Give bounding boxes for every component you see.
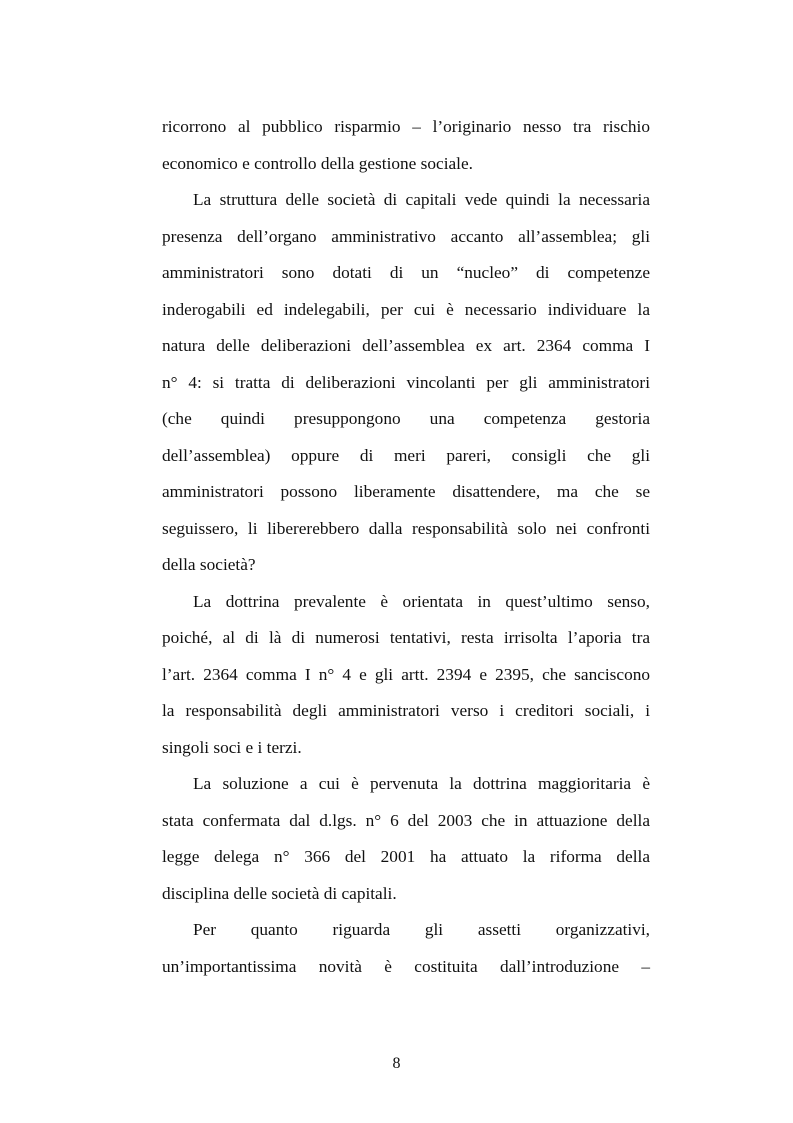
text-line: La struttura delle società di capitali vede quindi la necessaria — [193, 190, 650, 209]
text-line: amministratori possono liberamente disattendere, ma che se — [162, 482, 650, 501]
text-line: presenza dell’organo amministrativo accanto all’assemblea; gli — [162, 226, 650, 246]
text-line: natura delle deliberazioni dell’assemblea ex art. 2364 comma I — [162, 336, 650, 355]
page-number: 8 — [392, 1055, 401, 1072]
text-line: seguissero, li libererebbero dalla responsabilità solo nei confronti — [162, 518, 650, 538]
text-line: singoli soci e i terzi. — [162, 737, 302, 757]
text-line: della società? — [162, 555, 256, 574]
text-line: economico e controllo della gestione sociale. — [162, 153, 473, 173]
paragraph-5 — [162, 912, 650, 985]
paragraph-1 — [162, 109, 650, 182]
text-line: La soluzione a cui è pervenuta la dottrina maggioritaria è — [193, 774, 650, 793]
text-line: amministratori sono dotati di un “nucleo” di competenze — [162, 263, 650, 282]
text-line: un’importantissima novità è costituita dall’introduzione – — [162, 956, 650, 976]
text-line: La dottrina prevalente è orientata in quest’ultimo senso, — [193, 591, 650, 611]
text-line: stata confermata dal d.lgs. n° 6 del 2003 che in attuazione della — [162, 810, 650, 830]
text-line: l’art. 2364 comma I n° 4 e gli artt. 2394 e 2395, che sanciscono — [162, 664, 650, 684]
body-text — [162, 109, 650, 985]
text-line: inderogabili ed indelegabili, per cui è necessario individuare la — [162, 299, 650, 319]
text-line: Per quanto riguarda gli assetti organizzativi, — [193, 920, 650, 939]
text-line: legge delega n° 366 del 2001 ha attuato la riforma della — [162, 847, 650, 866]
text-line: ricorrono al pubblico risparmio – l’originario nesso tra rischio — [162, 117, 650, 136]
paragraph-4 — [162, 766, 650, 912]
text-line: dell’assemblea) oppure di meri pareri, consigli che gli — [162, 445, 650, 465]
text-line: disciplina delle società di capitali. — [162, 883, 397, 903]
paragraph-3 — [162, 584, 650, 767]
text-line: (che quindi presuppongono una competenza gestoria — [162, 409, 650, 428]
text-line: n° 4: si tratta di deliberazioni vincolanti per gli amministratori — [162, 372, 650, 392]
text-line: poiché, al di là di numerosi tentativi, resta irrisolta l’aporia tra — [162, 628, 650, 647]
paragraph-2 — [162, 182, 650, 584]
text-line: la responsabilità degli amministratori verso i creditori sociali, i — [162, 701, 650, 720]
